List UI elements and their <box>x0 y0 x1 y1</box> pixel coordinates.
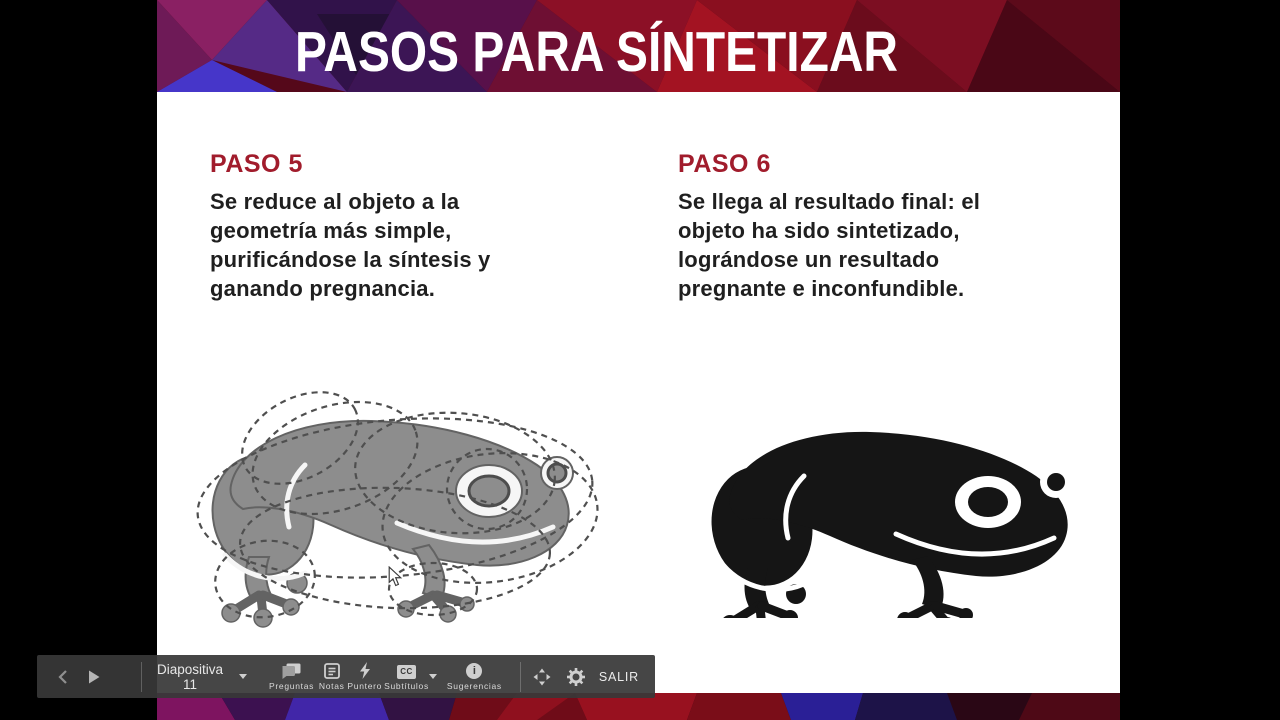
notes-button[interactable] <box>318 663 345 691</box>
step-paso-6 <box>678 150 1038 303</box>
info-icon: i <box>466 663 482 679</box>
step-body-line: pregnante e inconfundible. <box>678 276 965 301</box>
captions-cc-icon: CC <box>397 665 416 679</box>
step-body-line: ganando pregnancia. <box>210 276 436 301</box>
slide-selector-label: Diapositiva 11 <box>157 661 224 692</box>
fullscreen-arrows-icon <box>533 668 551 686</box>
step-body-line: geometría más simple, <box>210 218 452 243</box>
captions-button[interactable] <box>384 663 429 691</box>
notes-icon <box>324 663 340 679</box>
step-body-line: objeto ha sido sintetizado, <box>678 218 960 243</box>
exit-button[interactable]: SALIR <box>598 669 639 684</box>
step-body-line: Se llega al resultado final: el <box>678 189 981 214</box>
lightning-icon <box>358 662 372 679</box>
chevron-left-icon <box>57 669 69 685</box>
step-body-line: Se reduce al objeto a la <box>210 189 460 214</box>
fullscreen-button[interactable] <box>533 668 551 686</box>
play-icon <box>87 669 101 685</box>
pointer-button[interactable] <box>347 662 382 691</box>
questions-label: Preguntas <box>269 680 315 691</box>
chevron-down-icon <box>429 674 437 679</box>
slide <box>157 0 1120 720</box>
step-body-line: purificándose la síntesis y <box>210 247 491 272</box>
previous-slide-button[interactable] <box>57 669 69 685</box>
chevron-down-icon <box>239 674 247 679</box>
step-body-line: lográndose un resultado <box>678 247 940 272</box>
slide-title: PASOS PARA SÍNTETIZAR <box>295 20 898 84</box>
chat-bubbles-icon <box>282 663 301 679</box>
step-heading: PASO 6 <box>678 150 771 178</box>
suggestions-label: Sugerencias <box>446 680 502 691</box>
slide-title-banner <box>157 0 1120 92</box>
captions-label: Subtítulos <box>384 680 429 691</box>
toolbar-divider <box>520 662 521 692</box>
step-heading: PASO 5 <box>210 150 303 178</box>
presenter-toolbar <box>37 655 655 698</box>
slide-selector-dropdown[interactable] <box>157 662 247 692</box>
step-paso-5 <box>210 150 570 303</box>
captions-options-caret[interactable] <box>429 674 437 679</box>
toolbar-divider <box>141 662 142 692</box>
notes-label: Notas <box>318 680 345 691</box>
mouse-cursor <box>388 566 403 592</box>
next-slide-button[interactable] <box>87 669 101 685</box>
questions-button[interactable] <box>269 663 314 691</box>
frog-final-silhouette <box>700 418 1080 618</box>
pointer-label: Puntero <box>347 681 383 691</box>
settings-button[interactable] <box>567 668 585 686</box>
suggestions-button[interactable] <box>447 663 502 691</box>
gear-icon <box>567 668 585 686</box>
